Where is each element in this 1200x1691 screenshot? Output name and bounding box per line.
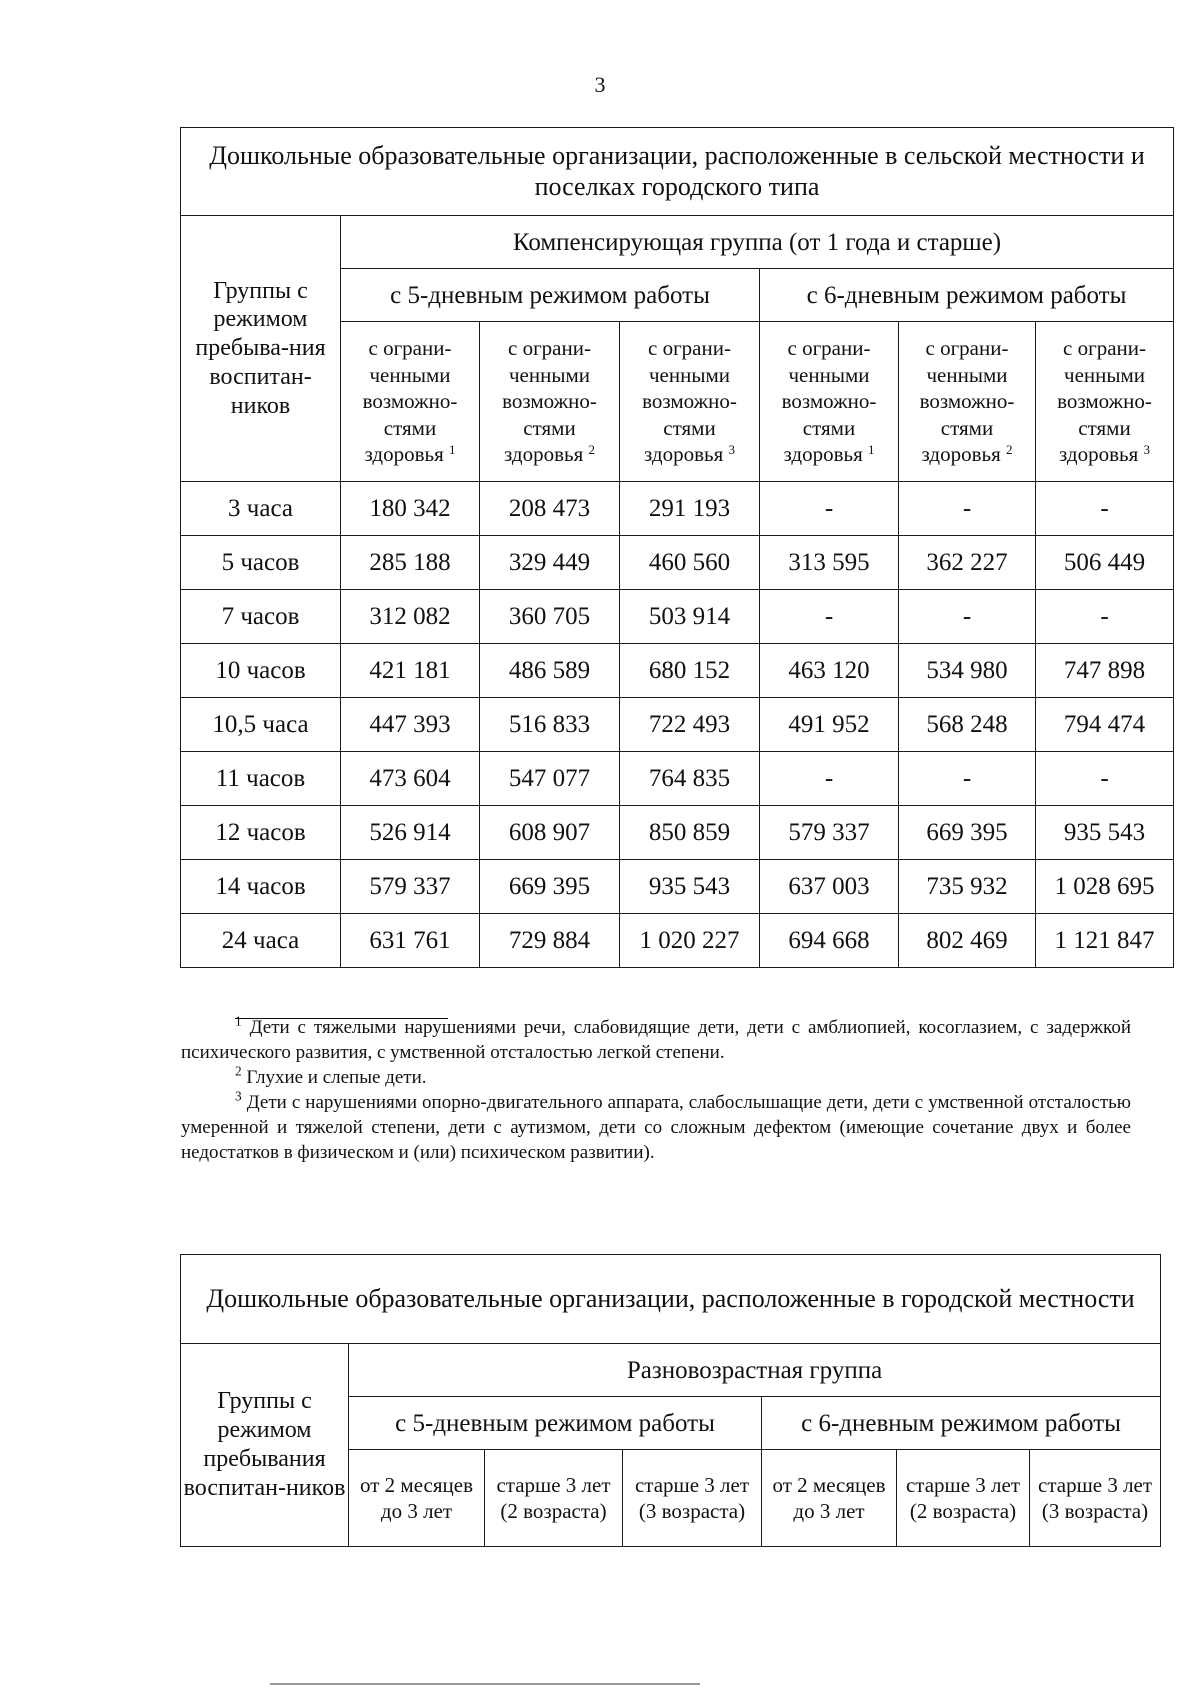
value-cell: 764 835 <box>620 752 760 806</box>
tariff-table-rural <box>180 127 1174 968</box>
value-cell: 486 589 <box>480 644 620 698</box>
subheader-text: с ограни-ченными возможно-стями здоровья <box>642 336 737 467</box>
value-cell: 463 120 <box>760 644 899 698</box>
column-group-header: Разновозрастная группа <box>349 1344 1161 1397</box>
footnote-mark: 1 <box>235 1013 242 1029</box>
value-cell: - <box>760 752 899 806</box>
value-cell: 291 193 <box>620 482 760 536</box>
table-row <box>181 914 1174 968</box>
footnote-text: Дети с тяжелыми нарушениями речи, слабовидящие дети, дети с амблиопией, косоглазием, с задержкой психического развития, с умственной отсталостью легкой степени. <box>181 1017 1131 1063</box>
subheader-cell: от 2 месяцев до 3 лет <box>762 1450 897 1547</box>
subheader-text: с ограни-ченными возможно-стями здоровья <box>919 336 1015 467</box>
table-row <box>181 536 1174 590</box>
mode-header-6-day: с 6-дневным режимом работы <box>760 269 1174 322</box>
value-cell: 534 980 <box>899 644 1036 698</box>
mode-header-5-day: с 5-дневным режимом работы <box>349 1397 762 1450</box>
table-row <box>181 860 1174 914</box>
value-cell: 631 761 <box>341 914 480 968</box>
value-cell: - <box>899 590 1036 644</box>
tariff-table-urban <box>180 1254 1161 1547</box>
subheader-cell <box>899 322 1036 482</box>
value-cell: - <box>760 590 899 644</box>
subheader-cell: старше 3 лет (3 возраста) <box>1030 1450 1161 1547</box>
value-cell: 680 152 <box>620 644 760 698</box>
table-row <box>181 482 1174 536</box>
value-cell: 850 859 <box>620 806 760 860</box>
value-cell: 722 493 <box>620 698 760 752</box>
subheader-text: с ограни-ченными возможно-стями здоровья <box>1057 336 1152 467</box>
row-header: Группы с режимом пребыва-ния воспитан-ников <box>181 216 341 482</box>
row-label: 7 часов <box>181 590 341 644</box>
value-cell: 506 449 <box>1036 536 1174 590</box>
footnote-ref: 1 <box>449 442 456 458</box>
value-cell: - <box>899 752 1036 806</box>
value-cell: - <box>1036 482 1174 536</box>
value-cell: 568 248 <box>899 698 1036 752</box>
value-cell: 362 227 <box>899 536 1036 590</box>
value-cell: 935 543 <box>1036 806 1174 860</box>
scan-edge-line <box>270 1683 700 1685</box>
footnotes <box>181 1015 1131 1165</box>
table-row <box>181 752 1174 806</box>
value-cell: 1 028 695 <box>1036 860 1174 914</box>
table-row <box>181 806 1174 860</box>
value-cell: 285 188 <box>341 536 480 590</box>
subheader-cell <box>1036 322 1174 482</box>
value-cell: 802 469 <box>899 914 1036 968</box>
value-cell: 473 604 <box>341 752 480 806</box>
row-label: 24 часа <box>181 914 341 968</box>
value-cell: 421 181 <box>341 644 480 698</box>
value-cell: 329 449 <box>480 536 620 590</box>
subheader-cell: старше 3 лет (2 возраста) <box>897 1450 1030 1547</box>
row-label: 11 часов <box>181 752 341 806</box>
subheader-text: с ограни-ченными возможно-стями здоровья <box>781 336 877 467</box>
footnote-mark: 3 <box>235 1088 242 1104</box>
footnote-text: Глухие и слепые дети. <box>246 1067 427 1088</box>
footnote-ref: 3 <box>728 442 736 458</box>
value-cell: 747 898 <box>1036 644 1174 698</box>
row-header: Группы с режимом пребывания воспитан-ников <box>181 1344 349 1547</box>
value-cell: 1 121 847 <box>1036 914 1174 968</box>
row-label: 3 часа <box>181 482 341 536</box>
footnote-1 <box>181 1015 1131 1065</box>
footnote-3 <box>181 1090 1131 1165</box>
value-cell: 637 003 <box>760 860 899 914</box>
row-label: 14 часов <box>181 860 341 914</box>
row-label: 10 часов <box>181 644 341 698</box>
table-caption: Дошкольные образовательные организации, расположенные в городской местности <box>181 1255 1161 1344</box>
value-cell: 694 668 <box>760 914 899 968</box>
value-cell: 180 342 <box>341 482 480 536</box>
value-cell: 447 393 <box>341 698 480 752</box>
value-cell: 579 337 <box>341 860 480 914</box>
subheader-cell <box>760 322 899 482</box>
value-cell: 516 833 <box>480 698 620 752</box>
row-label: 10,5 часа <box>181 698 341 752</box>
table-row <box>181 590 1174 644</box>
value-cell: 1 020 227 <box>620 914 760 968</box>
value-cell: 526 914 <box>341 806 480 860</box>
value-cell: 935 543 <box>620 860 760 914</box>
footnote-ref: 2 <box>588 442 596 458</box>
value-cell: - <box>1036 590 1174 644</box>
page-number: 3 <box>594 72 606 97</box>
row-label: 5 часов <box>181 536 341 590</box>
value-cell: 735 932 <box>899 860 1036 914</box>
value-cell: - <box>760 482 899 536</box>
subheader-cell <box>480 322 620 482</box>
value-cell: 547 077 <box>480 752 620 806</box>
column-group-header: Компенсирующая группа (от 1 года и старше) <box>341 216 1174 269</box>
subheader-text: с ограни-ченными возможно-стями здоровья <box>502 336 597 467</box>
value-cell: 208 473 <box>480 482 620 536</box>
subheader-cell <box>620 322 760 482</box>
mode-header-6-day: с 6-дневным режимом работы <box>762 1397 1161 1450</box>
subheader-cell: от 2 месяцев до 3 лет <box>349 1450 485 1547</box>
table-row <box>181 698 1174 752</box>
value-cell: 460 560 <box>620 536 760 590</box>
subheader-cell: старше 3 лет (2 возраста) <box>485 1450 623 1547</box>
footnote-ref: 1 <box>868 442 875 458</box>
value-cell: - <box>1036 752 1174 806</box>
table-row <box>181 644 1174 698</box>
value-cell: 669 395 <box>899 806 1036 860</box>
value-cell: 669 395 <box>480 860 620 914</box>
row-label: 12 часов <box>181 806 341 860</box>
value-cell: 794 474 <box>1036 698 1174 752</box>
value-cell: 491 952 <box>760 698 899 752</box>
value-cell: 729 884 <box>480 914 620 968</box>
value-cell: - <box>899 482 1036 536</box>
footnote-ref: 2 <box>1006 442 1013 458</box>
footnote-text: Дети с нарушениями опорно-двигательного аппарата, слабослышащие дети, дети с умственной отсталостью умеренной и тяжелой степени, дети с аутизмом, дети со сложным дефектом (имеющие сочетание двух и более недостатков в физическом и (или) психическом развитии). <box>181 1092 1131 1163</box>
table-caption: Дошкольные образовательные организации, расположенные в сельской местности и поселках городского типа <box>181 128 1174 216</box>
value-cell: 579 337 <box>760 806 899 860</box>
value-cell: 360 705 <box>480 590 620 644</box>
value-cell: 503 914 <box>620 590 760 644</box>
subheader-text: с ограни-ченными возможно-стями здоровья <box>362 336 458 467</box>
mode-header-5-day: с 5-дневным режимом работы <box>341 269 760 322</box>
footnote-ref: 3 <box>1143 442 1151 458</box>
footnote-2 <box>181 1065 1131 1090</box>
subheader-cell <box>341 322 480 482</box>
footnote-mark: 2 <box>235 1063 242 1079</box>
subheader-cell: старше 3 лет (3 возраста) <box>623 1450 762 1547</box>
value-cell: 312 082 <box>341 590 480 644</box>
value-cell: 608 907 <box>480 806 620 860</box>
value-cell: 313 595 <box>760 536 899 590</box>
